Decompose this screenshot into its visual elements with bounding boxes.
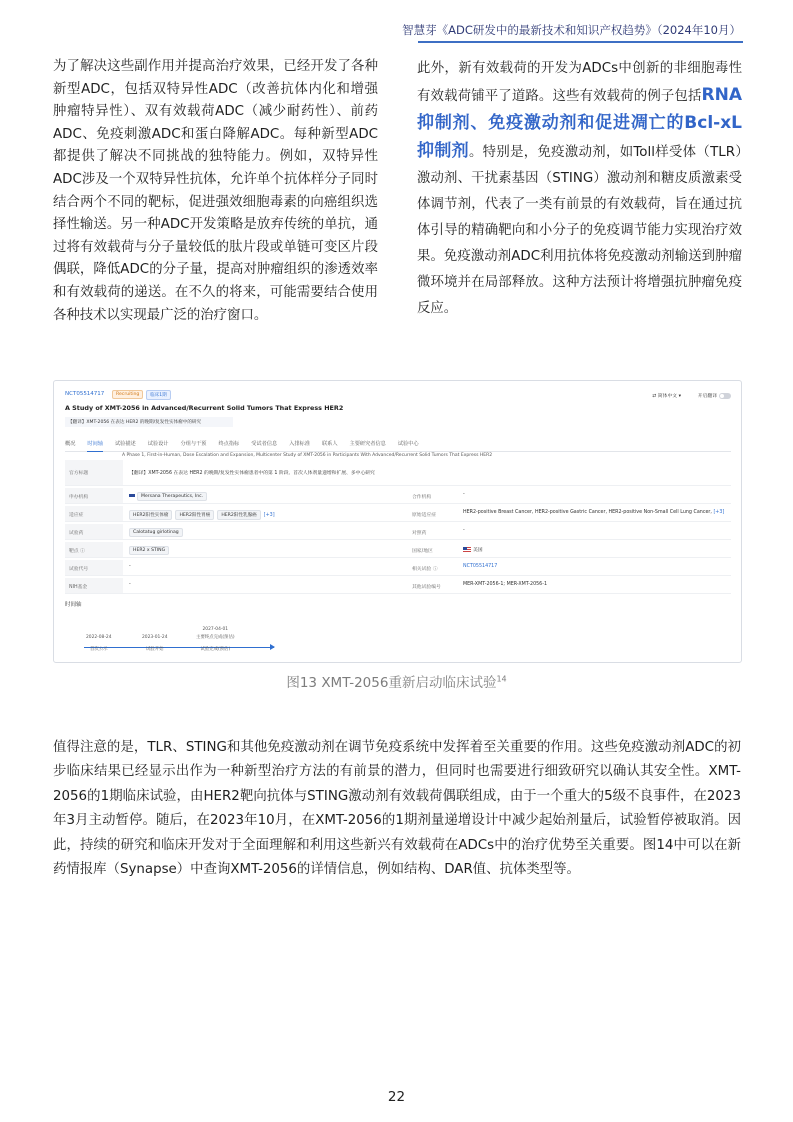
trial-title: A Study of XMT-2056 in Advanced/Recurrent Solid Tumors That Express HER2	[65, 404, 344, 412]
tab-contacts[interactable]: 联系人	[321, 441, 338, 447]
figure-caption	[0, 671, 793, 691]
row-label-right	[412, 565, 438, 572]
tab-sites[interactable]: 试验中心	[397, 441, 419, 447]
row-value	[129, 510, 275, 520]
more-original-link[interactable]: [+3]	[713, 510, 725, 515]
table-row	[65, 488, 731, 504]
left-column-text: 为了解决这些副作用并提高治疗效果，已经开发了各种新型ADC，包括双特异性ADC（改善抗体内化和增强肿瘤特异性）、双有效载荷ADC（减少耐药性）、前药ADC、免疫刺激ADC和蛋白降解ADC。每种新型ADC都提供了解决不同挑战的独特能力。例如，双特异性ADC涉及一个双特异性抗体，允许单个抗体样分子同时结合两个不同的靶标，促进强效细胞毒素的向癌组织选择性输送。另一种ADC开发策略是放弃传统的单抗，通过将有效载荷与分子量较低的肽片段或单链可变区片段偶联，降低ADC的分子量，提高对肿瘤组织的渗透效率和有效载荷的递送。在不久的将来，可能需要结合使用各种技术以实现最广泛的治疗窗口。	[53, 59, 378, 323]
row-value-right: -	[463, 528, 465, 533]
row-value	[129, 546, 172, 555]
timeline-axis	[84, 647, 274, 648]
tab-subjects[interactable]: 受试者信息	[251, 441, 278, 447]
more-indications-link[interactable]: [+3]	[263, 513, 275, 518]
table-row	[65, 506, 731, 522]
row-label: 申办机构	[65, 488, 123, 503]
timeline-event	[196, 627, 235, 652]
event-label: 主要终点完成(预估)	[196, 635, 235, 640]
table-row	[65, 578, 731, 594]
event-date: 2022-08-24	[86, 635, 112, 640]
tab-endpoints[interactable]: 终点指标	[218, 441, 240, 447]
event-date: 2023-01-24	[142, 635, 168, 640]
row-value-right	[463, 510, 724, 515]
trial-title-translation: 【翻译】XMT-2056 在表达 HER2 的晚期/复发性实体瘤中的研究	[65, 417, 233, 427]
timeline-title: 时间轴	[65, 602, 82, 608]
tab-investigators[interactable]: 主要研究者信息	[349, 441, 386, 447]
page-number: 22	[387, 1089, 406, 1105]
tab-description[interactable]: 试验描述	[114, 441, 136, 447]
event-label: 试验完成(预估)	[200, 647, 231, 652]
table-row	[65, 542, 731, 558]
trial-id[interactable]: NCT05514717	[65, 391, 105, 397]
language-selector[interactable]	[652, 392, 681, 399]
phase-badge: 临床1期	[146, 390, 171, 400]
translation-toggle[interactable]	[698, 392, 731, 399]
right-column-text	[417, 56, 742, 322]
tab-bar	[65, 440, 731, 452]
country-value: 美国	[473, 548, 483, 553]
caption-text: 图13 XMT-2056重新启动临床试验	[286, 675, 497, 691]
info-icon: ⓘ	[432, 567, 438, 572]
row-label: NIH基金	[65, 578, 123, 593]
tab-criteria[interactable]: 入排标准	[289, 441, 310, 447]
row-value: -	[129, 582, 131, 587]
indication-chip[interactable]: HER2阳性实体瘤	[129, 510, 172, 520]
row-value: -	[129, 564, 131, 569]
tab-design[interactable]: 试验设计	[147, 441, 169, 447]
table-row	[65, 524, 731, 540]
chevron-down-icon: ▾	[677, 394, 681, 399]
status-badge: Recruiting	[112, 390, 143, 399]
row-value	[129, 528, 186, 537]
row-label-right: 国家/地区	[412, 549, 433, 554]
target-label: 靶点	[69, 549, 79, 554]
event-date: 2027-04-01	[202, 627, 229, 632]
indication-chip[interactable]: HER2阳性胃癌	[175, 510, 214, 520]
toggle-label: 开启翻译	[697, 394, 717, 399]
page-header	[0, 0, 793, 44]
target-chip[interactable]: HER2 x STING	[129, 546, 169, 555]
row-value-right	[463, 546, 483, 553]
tab-overview[interactable]: 概况	[65, 441, 76, 447]
header-rule	[418, 41, 743, 43]
toggle-switch[interactable]	[719, 393, 731, 399]
us-flag-icon	[463, 547, 471, 552]
row-label	[65, 542, 123, 557]
row-value	[129, 492, 210, 501]
body-paragraph: 值得注意的是，TLR、STING和其他免疫激动剂在调节免疫系统中发挥着至关重要的作用。这些免疫激动剂ADC的初步临床结果已经显示出作为一种新型治疗方法的有前景的潜力，但同时也需要进行细致研究以确认其安全性。XMT-2056的1期临床试验，由HER2靶向抗体与STING激动剂有效载荷偶联组成，由于一个重大的5级不良事件，在2023年3月主动暂停。随后，在2023年10月，在XMT-2056的1期剂量递增设计中减少起始剂量后，试验暂停被取消。因此，持续的研究和临床开发对于全面理解和利用这些新兴有效载荷在ADCs中的治疗优势至关重要。图14中可以在新药情报库（Synapse）中查询XMT-2056的详情信息，例如结构、DAR值、抗体类型等。	[53, 740, 741, 878]
sponsor-value[interactable]: Mersana Therapeutics, Inc.	[137, 492, 207, 501]
official-title-row	[65, 460, 731, 486]
row-label: 试验代号	[65, 560, 123, 575]
row-value-right: MER-XMT-2056-1; MER-XMT-2056-1	[463, 582, 548, 587]
official-title-label: 官方标题	[65, 460, 123, 485]
official-title-en: A Phase 1, First-in-Human, Dose Escalation and Expansion, Multicenter Study of XMT-2056 in Participants With Advanced/Recurrent Solid Tumors That Express HER2	[122, 453, 493, 458]
tab-arms[interactable]: 分组与干预	[180, 441, 207, 447]
table-row	[65, 560, 731, 576]
row-label-right: 对照药	[412, 531, 427, 536]
highlight-payloads: RNA抑制剂、免疫激动剂和促进凋亡的Bcl-xL抑制剂	[417, 85, 742, 161]
tab-timeline[interactable]: 时间轴	[87, 440, 103, 452]
info-icon: ⓘ	[80, 549, 85, 554]
indication-chip[interactable]: HER2阳性乳腺癌	[217, 510, 260, 520]
event-label: 首次公示	[89, 647, 108, 652]
left-column	[53, 56, 378, 327]
right-text-after: 。特别是，免疫激动剂，如Toll样受体（TLR）激动剂、干扰素基因（STING）激动剂和糖皮质激素受体调节剂，代表了一类有前景的有效载荷，旨在通过抗体引导的精确靶向和小分子的免疫调节能力实现治疗效果。免疫激动剂ADC利用抗体将免疫激动剂输送到肿瘤微环境并在局部释放。这种方法预计将增强抗肿瘤免疫反应。	[417, 145, 743, 316]
language-selector-label: 简体中文	[657, 394, 678, 399]
original-indication: HER2-positive Breast Cancer, HER2-positive Gastric Cancer, HER2-positive Non-Small Cell Lung Cancer,	[463, 510, 712, 515]
related-trial-link[interactable]: NCT05514717	[463, 564, 498, 569]
right-text-before: 此外，新有效载荷的开发为ADCs中创新的非细胞毒性有效载荷铺平了道路。这些有效载荷的例子包括	[417, 61, 742, 104]
related-trials-label: 相关试验	[412, 567, 432, 572]
official-title-zh: 【翻译】XMT-2056 在表达 HER2 的晚期/复发性实体瘤患者中的第 1 阶段、首次人体剂量递增和扩展、多中心研究	[129, 471, 375, 476]
timeline-arrow-icon	[270, 644, 275, 650]
row-label-right: 其他试验编号	[412, 585, 441, 590]
trial-detail-screenshot	[54, 381, 741, 662]
event-label: 试验开始	[145, 647, 164, 652]
drug-chip[interactable]: Calotatug girlotinag	[129, 528, 183, 537]
translate-icon: ⇄	[652, 394, 658, 399]
figure-screenshot	[53, 380, 742, 663]
company-logo	[129, 494, 135, 497]
row-label-right: 原始适应症	[412, 513, 436, 518]
row-label: 适应症	[65, 506, 123, 521]
row-value-right: -	[463, 492, 465, 497]
timeline-event	[142, 635, 168, 652]
caption-ref: 14	[496, 674, 507, 684]
header-title: 智慧芽《ADC研发中的最新技术和知识产权趋势》（2024年10月）	[402, 23, 741, 37]
timeline-event	[86, 635, 112, 652]
row-label: 试验药	[65, 524, 123, 539]
row-label-right: 合作机构	[412, 495, 432, 500]
right-column	[417, 56, 742, 322]
